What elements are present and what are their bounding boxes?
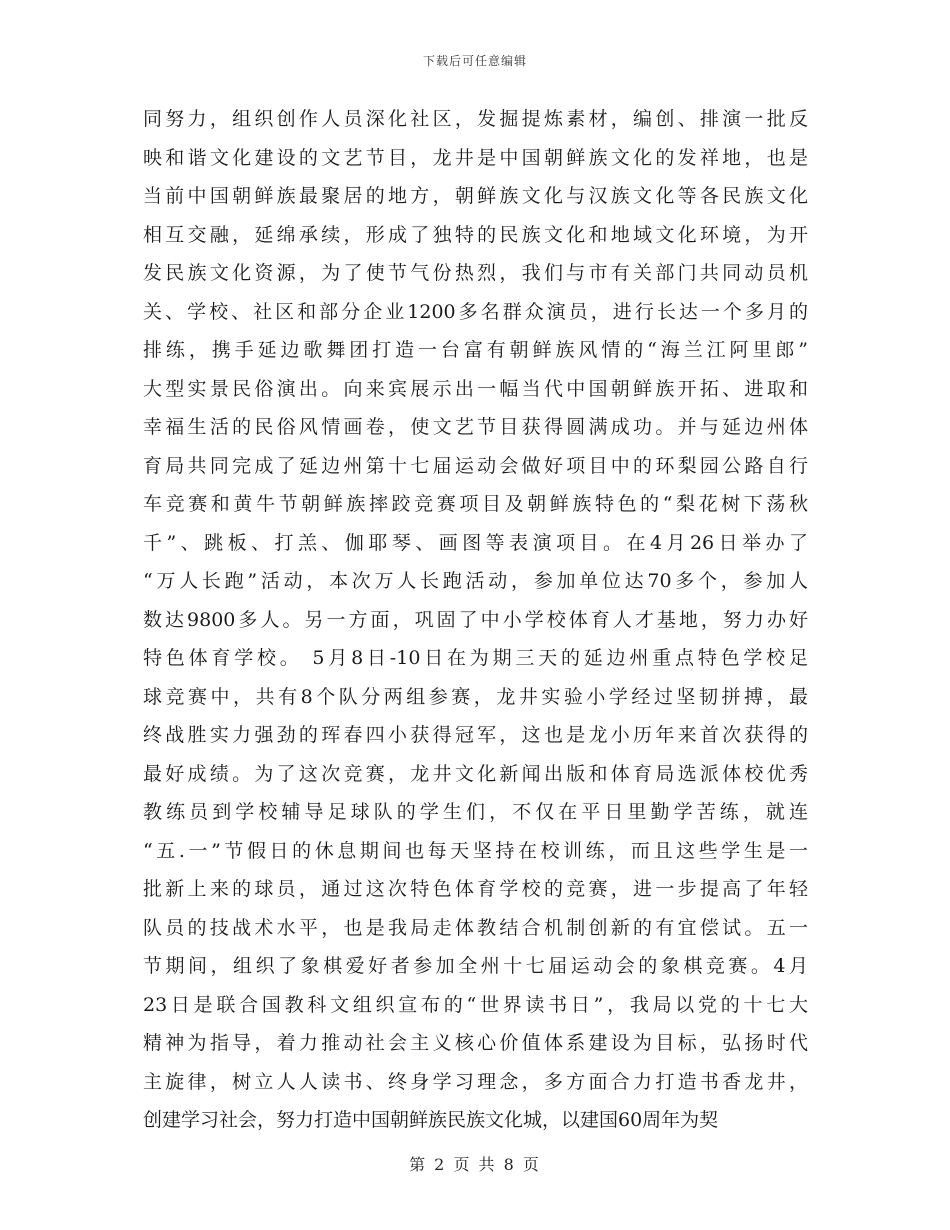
text-line: 球竞赛中，共有8个队分两组参赛，龙井实验小学经过坚韧拼搏，最	[143, 685, 808, 708]
text-line: 大型实景民俗演出。向来宾展示出一幅当代中国朝鲜族开拓、进取和	[143, 377, 808, 400]
text-line: 数达9800多人。另一方面，巩固了中小学校体育人才基地，努力办好	[143, 608, 808, 631]
text-line: 相互交融，延绵承续，形成了独特的民族文化和地域文化环境，为开	[143, 223, 808, 246]
text-line: 23日是联合国教科文组织宣布的“世界读书日”，我局以党的十七大	[143, 993, 808, 1016]
page-header: 下载后可任意编辑	[422, 54, 527, 68]
text-line: 映和谐文化建设的文艺节目，龙井是中国朝鲜族文化的发祥地，也是	[143, 146, 808, 169]
text-line: 教练员到学校辅导足球队的学生们，不仅在平日里勤学苦练，就连	[143, 801, 808, 823]
text-line: 终战胜实力强劲的珲春四小获得冠军，这也是龙小历年来首次获得的	[143, 724, 808, 746]
text-line: 批新上来的球员，通过这次特色体育学校的竞赛，进一步提高了年轻	[143, 878, 808, 900]
text-line: 发民族文化资源，为了使节气份热烈，我们与市有关部门共同动员机	[143, 262, 808, 284]
text-line: 关、学校、社区和部分企业1200多名群众演员，进行长达一个多月的	[143, 300, 808, 323]
page-footer: 第 2 页 共 8 页	[409, 1155, 541, 1174]
text-line: 队员的技战术水平，也是我局走体教结合机制创新的有宜偿试。五一	[143, 916, 808, 939]
text-line: 主旋律，树立人人读书、终身学习理念，多方面合力打造书香龙井，	[143, 1070, 808, 1093]
text-line: 同努力，组织创作人员深化社区，发掘提炼素材，编创、排演一批反	[143, 108, 808, 130]
text-line: 车竞赛和黄牛节朝鲜族摔跤竞赛项目及朝鲜族特色的“梨花树下荡秋	[143, 493, 808, 515]
body-text	[143, 100, 808, 1140]
text-line: “五.一”节假日的休息期间也每天坚持在校训练，而且这些学生是一	[143, 839, 808, 862]
text-line: 当前中国朝鲜族最聚居的地方，朝鲜族文化与汉族文化等各民族文化	[143, 185, 808, 207]
text-line: 特色体育学校。 5月8日-10日在为期三天的延边州重点特色学校足	[143, 647, 808, 669]
text-line: 创建学习社会，努力打造中国朝鲜族民族文化城，以建国60周年为契	[143, 1109, 719, 1131]
text-line: 精神为指导，着力推动社会主义核心价值体系建设为目标，弘扬时代	[143, 1032, 808, 1054]
text-line: 排练，携手延边歌舞团打造一台富有朝鲜族风情的“海兰江阿里郎”	[143, 339, 808, 361]
text-line: “万人长跑”活动，本次万人长跑活动，参加单位达70多个，参加人	[143, 570, 808, 592]
text-line: 千”、跳板、打羔、伽耶琴、画图等表演项目。在4月26日举办了	[143, 531, 808, 554]
text-line: 育局共同完成了延边州第十七届运动会做好项目中的环梨园公路自行	[143, 454, 808, 477]
text-line: 最好成绩。为了这次竞赛，龙井文化新闻出版和体育局选派体校优秀	[143, 762, 808, 785]
text-line: 节期间，组织了象棋爱好者参加全州十七届运动会的象棋竞赛。4月	[143, 955, 808, 977]
text-line: 幸福生活的民俗风情画卷，使文艺节目获得圆满成功。并与延边州体	[143, 416, 808, 438]
